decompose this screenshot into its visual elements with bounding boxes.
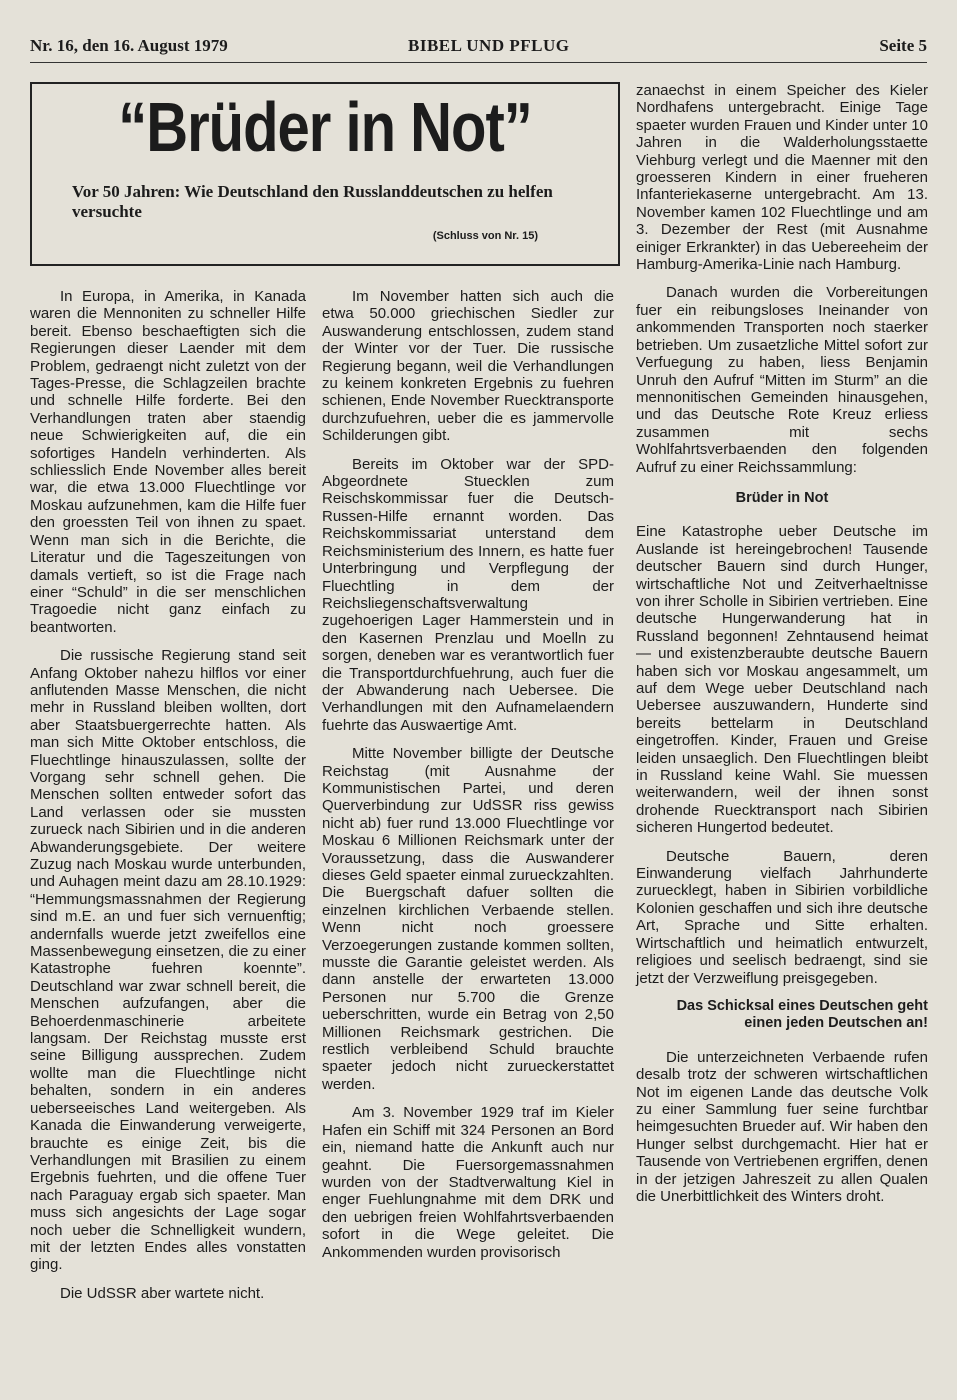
appeal-heading: Brüder in Not xyxy=(735,489,829,506)
paragraph: Im November hatten sich auch die etwa 50.000 griechischen Siedler zur Auswanderung entschlossen, zudem stand der Winter vor der Tuer. Die russische Regierung begann, weil die Verhandlungen zu keinem konkreten Ergebnis zu fuehren schienen, Ende November Ruecktransporte durchzufuehren, ueber die es jammervolle Schilderungen gibt. xyxy=(322,288,614,445)
publication-name: BIBEL UND PFLUG xyxy=(408,36,570,55)
continuation-note: (Schluss von Nr. 15) xyxy=(432,230,538,242)
text-column-1 xyxy=(30,288,306,1313)
paragraph: Deutsche Bauern, deren Einwanderung vielfach Jahrhunderte zuruecklegt, haben in Sibirien vorbildliche Kolonien geschaffen und sich ihre deutsche Art, Sprache und Sitte erhalten. Wirtschaftlich und heimatlich entwurzelt, religioes und seelisch bedraengt, sind sie jetzt der Verzweiflung preisgegeben. xyxy=(636,847,928,987)
paragraph: zanaechst in einem Speicher des Kieler Nordhafens untergebracht. Einige Tage spaeter wurden Frauen und Kinder unter 10 Jahren in die Walderholungsstaette Viehburg verlegt und die Maenner mit den groesseren Kindern in einer frueheren Infanteriekaserne untergebracht. Am 13. November kamen 102 Fluechtlinge und am 3. Dezember der Rest (mit Ausnahme einiger Erkrankter) in das Uebereeheim der Hamburg-Amerika-Linie nach Hamburg. xyxy=(636,82,928,274)
page-header xyxy=(30,36,927,60)
article-title-box xyxy=(30,82,620,266)
paragraph: Mitte November billigte der Deutsche Reichstag (mit Ausnahme der Kommunistischen Partei, und deren Querverbindung zur UdSSR riss gewiss nicht ab) fuer rund 13.000 Fluechtlinge vor Moskau 6 Millionen Reichsmark unter der Voraussetzung, dass die Auswanderer dieses Geld spaeter einmal zurueckzahlten. Die Buergschaft dafuer sollten die einzelnen kirchlichen Verbaende stellen. Wenn nicht noch groessere Verzoegerungen zustande kommen sollten, musste die Garantie geleistet werden. Als dann anstelle der erwarteten 13.000 Personen nur 5.700 die Grenze ueberschritten, wurde ein Betrag von 2,50 Millionen Reichsmark gestrichen. Die restlich verbleibend Schuld brauchte spaeter jedoch nicht zurueckerstattet werden. xyxy=(322,745,614,1093)
text-column-2 xyxy=(322,288,614,1272)
paragraph: Danach wurden die Vorbereitungen fuer ein reibungsloses Ineinander von ankommenden Transporten noch staerker betrieben. Um zusaetzliche Mittel sofort zur Verfuegung zu haben, liess Benjamin Unruh den Aufruf “Mitten im Sturm” an die mennonitischen Gemeinden hinausgehen, und das Deutsche Rote Kreuz erliess zusammen mit sechs Wohlfahrtsverbaenden den folgenden Aufruf zu einer Reichssammlung: xyxy=(636,284,928,476)
article-title: “Brüder in Not” xyxy=(118,88,532,167)
paragraph: Am 3. November 1929 traf im Kieler Hafen ein Schiff mit 324 Personen an Bord ein, niemand hatte die Ankunft auch nur geahnt. Die Fuersorgemassnahmen wurden von der Stadtverwaltung Kiel in enger Fuehlungnahme mit dem DRK und den uebrigen freien Wohlfahrtsverbaenden sofort in die Wege geleitet. Die Ankommenden wurden provisorisch xyxy=(322,1104,614,1261)
header-rule xyxy=(30,62,927,63)
article-subtitle: Vor 50 Jahren: Wie Deutschland den Russlanddeutschen zu helfen versuchte xyxy=(72,182,553,221)
paragraph: Bereits im Oktober war der SPD-Abgeordnete Stuecklen zum Reischskommissar fuer die Deutsch-Russen-Hilfe ernannt worden. Das Reichskommissariat unterstand dem Reichsministerium des Innern, es hatte fuer Unterbringung und Verpflegung der Fluechtling in dem der Reichsliegenschaftsverwaltung zugehoerigen Lager Hammerstein und in den Kasernen Prenzlau und Moelln zu sorgen, deneben war es verantwortlich fuer die Transportdurchfuehrung, auch fuer die der Abwanderung nach Uebersee. Die Verhandlungen mit den Aufnamelaendern fuehrte das Auswaertige Amt. xyxy=(322,455,614,734)
issue-date: Nr. 16, den 16. August 1979 xyxy=(30,36,228,55)
paragraph: Eine Katastrophe ueber Deutsche im Auslande ist hereingebrochen! Tausende deutscher Bauern sind durch Hunger, wirtschaftliche Not und Zeitverhaeltnisse von ihrer Scholle in Sibirien vertrieben. Eine deutsche Hungerwanderung hat in Russland begonnen! Zehntausend heimat — und existenzberaubte deutsche Bauern haben sich vor Moskau angesammelt, um auf dem Wege ueber Deutschland nach Uebersee auszuwandern, Hunderte sind bereits bettelarm in Deutschland eingetroffen. Kinder, Frauen und Greise leiden unsaeglich. Den Fluechtlingen bleibt in Russland keine Wahl. Sie muessen weiterwandern, weil der ihnen sonst drohende Ruecktransport nach Sibirien sicheren Hungertod bedeutet. xyxy=(636,523,928,837)
page-number: Seite 5 xyxy=(879,36,927,55)
paragraph: Die UdSSR aber wartete nicht. xyxy=(60,1284,265,1302)
paragraph: Die unterzeichneten Verbaende rufen desalb trotz der schweren wirtschaftlichen Not im eigenen Lande das deutsche Volk zu einer Sammlung fuer seine furchtbar heimgesuchten Brueder auf. Wir haben den Hunger selbst durchgemacht. Hier hat er Tausende von Vertriebenen ergriffen, denen in der jetzigen Jahreszeit zu allen Qualen die Unerbittlichkeit des Winters droht. xyxy=(636,1048,928,1205)
text-column-3 xyxy=(636,82,928,1216)
appeal-subheading: Das Schicksal eines Deutschen geht einen jeden Deutschen an! xyxy=(676,997,928,1032)
paragraph: Die russische Regierung stand seit Anfang Oktober nahezu hilflos vor einer anflutenden Masse Menschen, die nicht mehr in Russland bleiben wollten, dort aber Staatsbuergerrechte hatten. Als man sich Mitte Oktober entschloss, die Fluechtlinge hinauszulassen, sollte der Vorgang sehr schnell gehen. Die Menschen sollten entweder sofort das Land verlassen oder sie mussten zurueck nach Sibirien und in die anderen Abwanderungsgebiete. Der weitere Zuzug nach Moskau wurde unterbunden, und Auhagen meint dazu am 28.10.1929: “Hemmungsmassnahmen der Regierung sind m.E. an und fuer sich vernuenftig; andernfalls wuerde jetzt zweifellos eine Massenbewegung einsetzen, die zu einer Katastrophe fuehren koennte”. Deutschland war zwar schnell bereit, die Menschen aufzufangen, aber die Behoerdenmaschinerie arbeitete langsam. Der Reichstag musste erst seine Billigung aussprechen. Zudem wollte man die Fluechtlinge nicht behalten, sondern in ein anderes ueberseeisches Land weitergeben. Als Kanada die Einwanderung verweigerte, brauchte es einige Zeit, bis die Verhandlungen mit Brasilien zu einem Ergebnis fuehrten, und die offene Tuer nach Paraguay ergab sich spaeter. Man muss sich angesichts der Lage sogar noch ueber die Schnelligkeit wundern, mit der letzten Endes alles vonstatten ging. xyxy=(30,647,307,1274)
paragraph: In Europa, in Amerika, in Kanada waren die Mennoniten zu schneller Hilfe bereit. Ebenso beschaeftigten sich die Regierungen dieser Laender mit dem Problem, gedraengt nicht zuletzt von der Tages-Presse, die Schlagzeilen brachte und schnelle Hilfe forderte. Bei den Verhandlungen traten aber staendig neue Schwierigkeiten auf, die ein sofortiges Handeln verhinderten. Als schliesslich Ende November alles bereit war, die etwa 13.000 Fluechtlinge vor Moskau aufzunehmen, kam die Hilfe fuer den groessten Teil von ihnen zu spaet. Wenn man sich in die Berichte, die Literatur und die Tageszeitungen von damals vertieft, so ist die Frage nach einer “Schuld” in die ser menschlichen Tragoedie nicht ganz einfach zu beantworten. xyxy=(30,288,306,636)
